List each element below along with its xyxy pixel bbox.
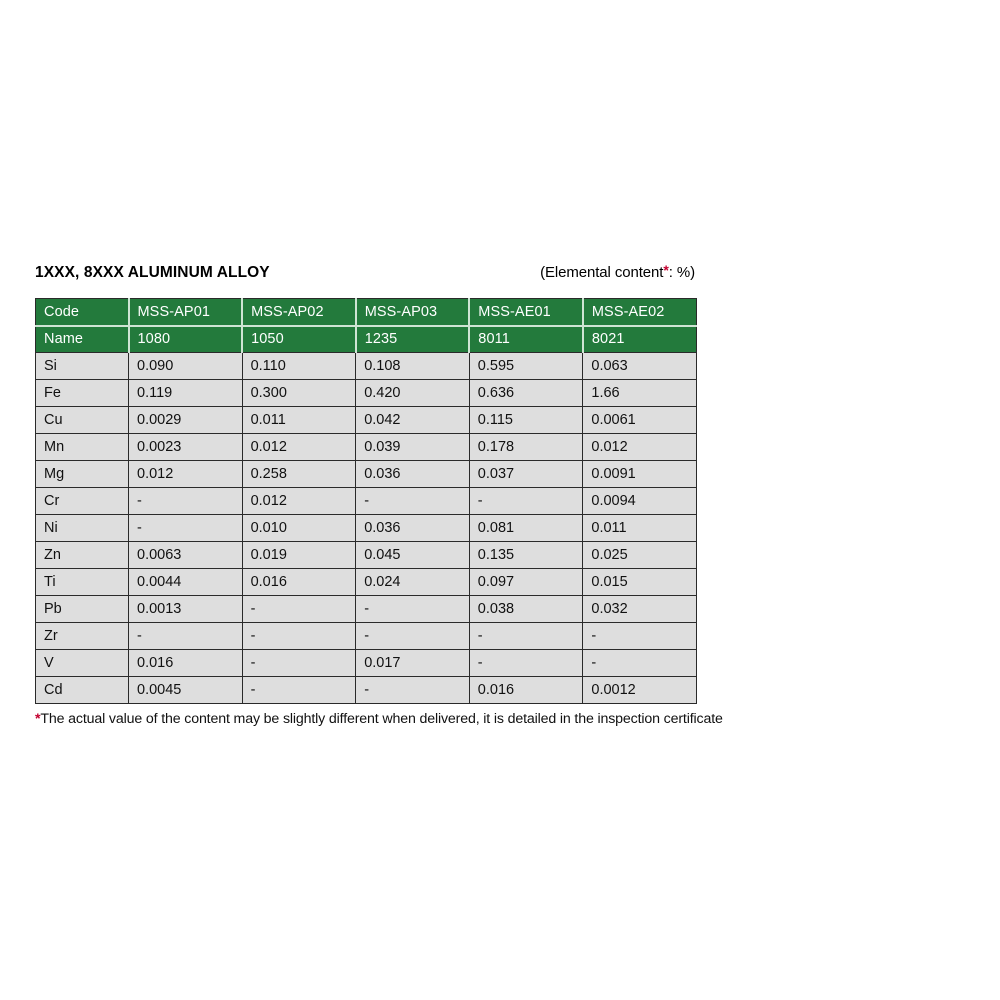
cell-value: - [583,650,697,677]
element-label: Si [36,353,129,380]
table-header-row-name [36,326,697,353]
header-code-col-3: MSS-AP03 [356,299,470,326]
cell-value: 0.038 [469,596,583,623]
cell-value: - [129,488,243,515]
page-title: 1XXX, 8XXX ALUMINUM ALLOY [35,264,270,281]
table-body [36,353,697,704]
cell-value: 0.0029 [129,407,243,434]
cell-value: 0.015 [583,569,697,596]
asterisk-marker-footnote: * [35,711,41,727]
title-row [35,262,695,292]
header-code-col-1: MSS-AP01 [129,299,243,326]
table-row [36,596,697,623]
cell-value: 0.090 [129,353,243,380]
cell-value: 0.025 [583,542,697,569]
element-label: V [36,650,129,677]
cell-value: 0.012 [242,488,356,515]
cell-value: 0.036 [356,515,470,542]
cell-value: 0.016 [129,650,243,677]
cell-value: 0.011 [242,407,356,434]
cell-value: - [356,488,470,515]
cell-value: 0.0023 [129,434,243,461]
cell-value: 0.0094 [583,488,697,515]
cell-value: 0.017 [356,650,470,677]
cell-value: 0.010 [242,515,356,542]
header-name-col-2: 1050 [242,326,356,353]
cell-value: - [242,623,356,650]
cell-value: - [242,677,356,704]
cell-value: 0.063 [583,353,697,380]
table-row [36,677,697,704]
cell-value: 0.024 [356,569,470,596]
cell-value: 0.595 [469,353,583,380]
alloy-spec-sheet [35,262,980,727]
element-label: Ni [36,515,129,542]
header-name-col-5: 8021 [583,326,697,353]
element-label: Fe [36,380,129,407]
cell-value: 0.016 [242,569,356,596]
cell-value: 0.016 [469,677,583,704]
header-code-col-5: MSS-AE02 [583,299,697,326]
cell-value: 0.012 [583,434,697,461]
footnote [35,711,980,727]
table-header [36,299,697,353]
table-row [36,623,697,650]
content-note-suffix: : %) [668,264,695,281]
cell-value: 0.012 [129,461,243,488]
cell-value: 0.300 [242,380,356,407]
cell-value: 0.036 [356,461,470,488]
cell-value: 0.115 [469,407,583,434]
cell-value: 0.045 [356,542,470,569]
cell-value: - [242,596,356,623]
alloy-composition-table [35,298,697,704]
cell-value: 0.108 [356,353,470,380]
element-label: Pb [36,596,129,623]
cell-value: - [356,677,470,704]
header-name-col-1: 1080 [129,326,243,353]
cell-value: 0.0061 [583,407,697,434]
element-label: Cr [36,488,129,515]
element-label: Cu [36,407,129,434]
cell-value: 0.0045 [129,677,243,704]
cell-value: 0.037 [469,461,583,488]
cell-value: 0.039 [356,434,470,461]
cell-value: - [356,623,470,650]
cell-value: 0.0091 [583,461,697,488]
cell-value: - [129,515,243,542]
element-label: Zn [36,542,129,569]
cell-value: - [469,623,583,650]
cell-value: - [583,623,697,650]
cell-value: 0.0063 [129,542,243,569]
cell-value: 0.119 [129,380,243,407]
cell-value: - [356,596,470,623]
table-header-row-code [36,299,697,326]
table-row [36,488,697,515]
cell-value: 0.0013 [129,596,243,623]
table-row [36,542,697,569]
cell-value: 1.66 [583,380,697,407]
table-row [36,380,697,407]
table-row [36,434,697,461]
cell-value: 0.420 [356,380,470,407]
table-row [36,650,697,677]
table-row [36,461,697,488]
footnote-text: The actual value of the content may be slightly different when delivered, it is detailed in the inspection certificate [40,711,723,727]
cell-value: 0.0012 [583,677,697,704]
cell-value: - [469,650,583,677]
cell-value: 0.636 [469,380,583,407]
table-row [36,407,697,434]
cell-value: - [242,650,356,677]
elemental-content-note [540,262,695,281]
cell-value: 0.0044 [129,569,243,596]
element-label: Mg [36,461,129,488]
element-label: Zr [36,623,129,650]
cell-value: 0.178 [469,434,583,461]
header-code-col-2: MSS-AP02 [242,299,356,326]
content-note-prefix: (Elemental content [540,264,664,281]
header-label-name: Name [36,326,129,353]
header-name-col-3: 1235 [356,326,470,353]
header-code-col-4: MSS-AE01 [469,299,583,326]
table-row [36,353,697,380]
cell-value: 0.135 [469,542,583,569]
cell-value: 0.032 [583,596,697,623]
element-label: Cd [36,677,129,704]
cell-value: - [129,623,243,650]
cell-value: 0.011 [583,515,697,542]
cell-value: 0.097 [469,569,583,596]
cell-value: 0.081 [469,515,583,542]
asterisk-marker-title: * [663,262,669,278]
cell-value: 0.042 [356,407,470,434]
cell-value: 0.012 [242,434,356,461]
cell-value: 0.110 [242,353,356,380]
element-label: Mn [36,434,129,461]
cell-value: 0.019 [242,542,356,569]
header-label-code: Code [36,299,129,326]
header-name-col-4: 8011 [469,326,583,353]
element-label: Ti [36,569,129,596]
table-row [36,515,697,542]
cell-value: - [469,488,583,515]
cell-value: 0.258 [242,461,356,488]
table-row [36,569,697,596]
